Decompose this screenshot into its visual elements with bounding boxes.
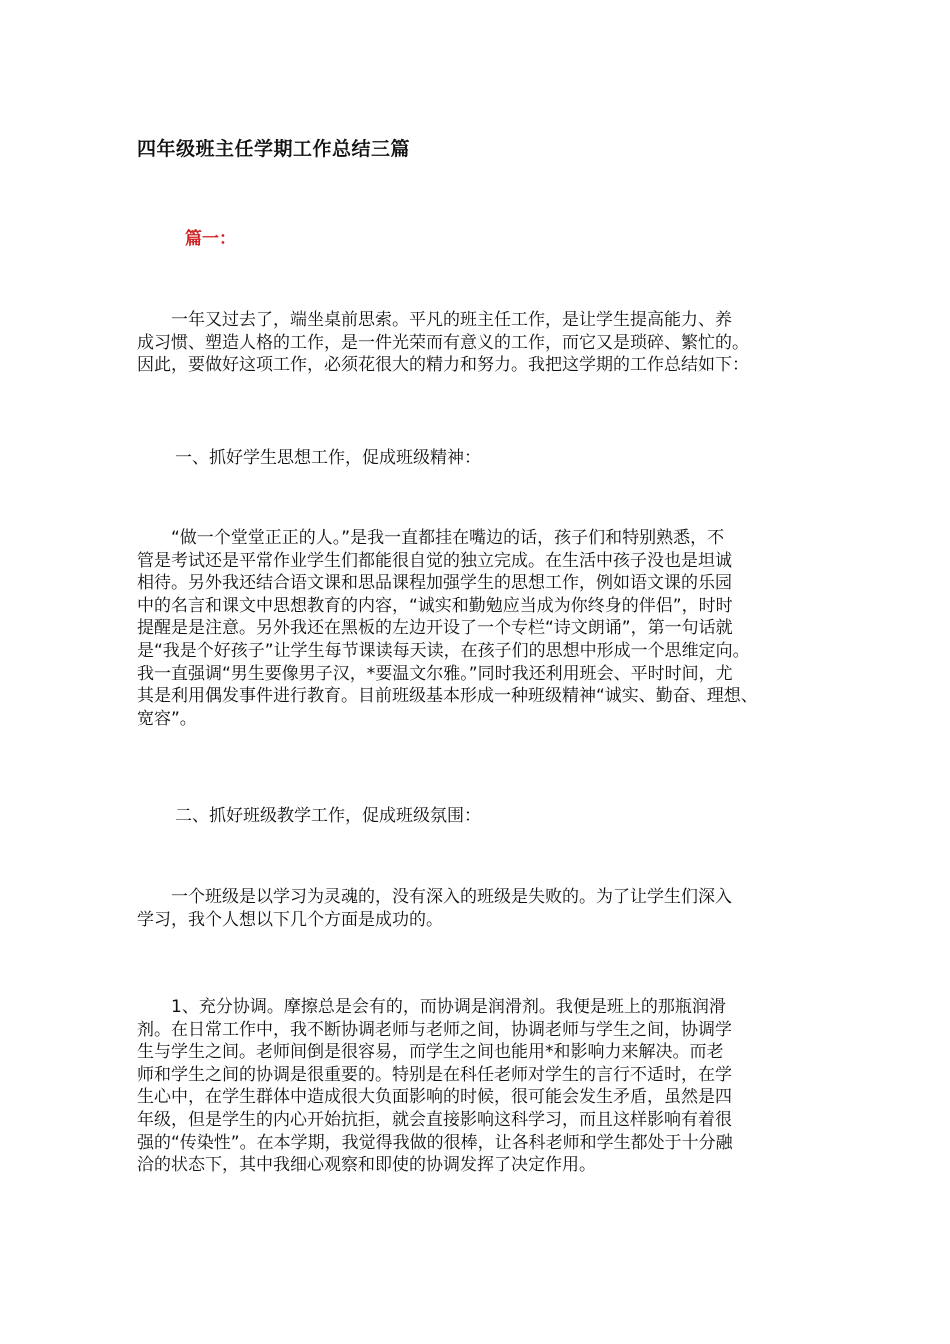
- paragraph-line: 一个班级是以学习为灵魂的，没有深入的班级是失败的。为了让学生们深入: [137, 887, 732, 907]
- section2-intro-paragraph: [137, 886, 827, 931]
- section2-point1-paragraph: [137, 996, 827, 1177]
- paragraph-line: 中的名言和课文中思想教育的内容，“诚实和勤勉应当成为你终身的伴侣”，时时: [137, 595, 733, 616]
- paragraph-line: 剂。在日常工作中，我不断协调老师与老师之间，协调老师与学生之间，协调学: [137, 1019, 732, 1040]
- intro-paragraph: [137, 309, 827, 377]
- section1-paragraph: [137, 527, 827, 730]
- paragraph-line: 一年又过去了，端坐桌前思索。平凡的班主任工作，是让学生提高能力、养: [137, 310, 732, 330]
- paragraph-line: 生心中，在学生群体中造成很大负面影响的时候，很可能会发生矛盾，虽然是四: [137, 1087, 732, 1108]
- paragraph-line: 学习，我个人想以下几个方面是成功的。: [137, 909, 443, 930]
- paragraph-line: “做一个堂堂正正的人。”是我一直都挂在嘴边的话，孩子们和特别熟悉，不: [137, 528, 725, 548]
- section-heading-1: 一、抓好学生思想工作，促成班级精神：: [175, 448, 481, 468]
- paragraph-line: 年级，但是学生的内心开始抗拒，就会直接影响这科学习，而且这样影响有着很: [137, 1109, 732, 1130]
- section-heading-2: 二、抓好班级教学工作，促成班级氛围：: [175, 806, 481, 826]
- paragraph-line: 是“我是个好孩子”让学生每节课读每天读，在孩子们的思想中形成一个思维定向。: [137, 640, 750, 661]
- paragraph-line: 相待。另外我还结合语文课和思品课程加强学生的思想工作，例如语文课的乐园: [137, 573, 732, 594]
- paragraph-line: 成习惯、塑造人格的工作，是一件光荣而有意义的工作，而它又是琐碎、繁忙的。: [137, 332, 749, 353]
- paragraph-line: 1、充分协调。摩擦总是会有的，而协调是润滑剂。我便是班上的那瓶润滑: [137, 997, 726, 1017]
- paragraph-line: 宽容”。: [137, 708, 197, 729]
- paragraph-line: 我一直强调“男生要像男子汉，*要温文尔雅。”同时我还利用班会、平时时间，尤: [137, 663, 733, 684]
- paragraph-line: 强的“传染性”。在本学期，我觉得我做的很棒，让各科老师和学生都处于十分融: [137, 1132, 733, 1153]
- paragraph-line: 管是考试还是平常作业学生们都能很自觉的独立完成。在生活中孩子没也是坦诚: [137, 550, 732, 571]
- paragraph-line: 提醒是是注意。另外我还在黑板的左边开设了一个专栏“诗文朗诵”，第一句话就: [137, 618, 733, 639]
- paragraph-line: 生与学生之间。老师间倒是很容易，而学生之间也能用*和影响力来解决。而老: [137, 1042, 724, 1063]
- paragraph-line: 师和学生之间的协调是很重要的。特别是在科任老师对学生的言行不适时，在学: [137, 1064, 732, 1085]
- paragraph-line: 洽的状态下，其中我细心观察和即使的协调发挥了决定作用。: [137, 1155, 596, 1176]
- document-title: 四年级班主任学期工作总结三篇: [137, 138, 411, 160]
- chapter-label: 篇一：: [185, 229, 236, 249]
- paragraph-line: 因此，要做好这项工作，必须花很大的精力和努力。我把这学期的工作总结如下：: [137, 355, 749, 376]
- paragraph-line: 其是利用偶发事件进行教育。目前班级基本形成一种班级精神“诚实、勤奋、理想、: [137, 686, 758, 707]
